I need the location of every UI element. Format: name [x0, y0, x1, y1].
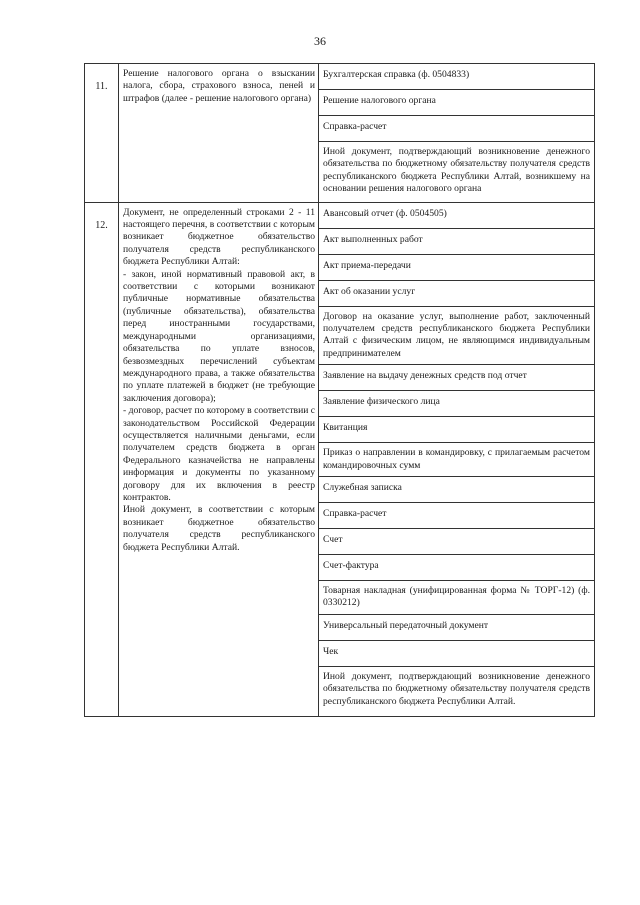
document-item: Авансовый отчет (ф. 0504505) — [319, 203, 594, 229]
basis-paragraph: Иной документ, в соответствии с которым возникает бюджетное обязательство получателя средств республиканского бюджета Республики Алтай. — [123, 504, 315, 553]
document-item: Решение налогового органа — [319, 90, 594, 116]
document-item: Счет-фактура — [319, 555, 594, 581]
documents-cell — [319, 64, 595, 203]
document-item: Заявление на выдачу денежных средств под отчет — [319, 365, 594, 391]
documents-table — [84, 63, 595, 717]
document-item: Договор на оказание услуг, выполнение работ, заключенный получателем средств республиканского бюджета Республики Алтай с физическим лицом, не являющимся индивидуальным предпринимателем — [319, 307, 594, 366]
document-item: Товарная накладная (унифицированная форма № ТОРГ-12) (ф. 0330212) — [319, 581, 594, 615]
table-row — [85, 202, 595, 716]
document-item: Справка-расчет — [319, 116, 594, 142]
document-item: Акт приема-передачи — [319, 255, 594, 281]
basis-paragraph: - закон, иной нормативный правовой акт, в соответствии с которыми возникают публичные нормативные обязательства (публичные обязательства), обязательства перед иностранными государствами, международными организациями, обязательства по уплате взносов, безвозмездных перечислений субъектам международного права, а также обязательства по уплате платежей в бюджет (не требующие заключения договора); — [123, 268, 315, 404]
document-item: Акт об оказании услуг — [319, 281, 594, 307]
basis-paragraph: Документ, не определенный строками 2 - 11 настоящего перечня, в соответствии с которым возникает бюджетное обязательство получателя средств республиканского бюджета Республики Алтай: — [123, 206, 315, 268]
document-item: Акт выполненных работ — [319, 229, 594, 255]
page-number: 36 — [314, 34, 326, 48]
document-item: Иной документ, подтверждающий возникновение денежного обязательства по бюджетному обязательству получателя средств республиканского бюджета Республики Алтай. — [323, 670, 590, 707]
document-item: Служебная записка — [319, 477, 594, 503]
document-item: Иной документ, подтверждающий возникновение денежного обязательства по бюджетному обязательству получателя средств республиканского бюджета Республики Алтай, возникшему на основании решения налогового органа — [323, 146, 590, 195]
basis-cell — [119, 64, 319, 203]
document-item: Приказ о направлении в командировку, с прилагаемым расчетом командировочных сумм — [319, 443, 594, 477]
document-item: Заявление физического лица — [319, 391, 594, 417]
document-item: Справка-расчет — [319, 503, 594, 529]
basis-paragraph: Решение налогового органа о взыскании налога, сбора, страхового взноса, пеней и штрафов (далее - решение налогового органа) — [123, 68, 315, 104]
table-row — [85, 64, 595, 203]
basis-paragraph: - договор, расчет по которому в соответствии с законодательством Российской Федерации осуществляется наличными деньгами, если получателем средств бюджета в орган Федерального казначейства не направлены информация и документы по указанному договору для их включения в реестр контрактов. — [123, 405, 315, 503]
document-item: Бухгалтерская справка (ф. 0504833) — [319, 64, 594, 90]
row-number: 11. — [85, 64, 119, 203]
document-item: Квитанция — [319, 417, 594, 443]
basis-cell — [119, 202, 319, 716]
row-number: 12. — [85, 202, 119, 716]
document-item: Универсальный передаточный документ — [319, 615, 594, 641]
document-item: Счет — [319, 529, 594, 555]
documents-cell — [319, 202, 595, 716]
document-item: Чек — [319, 641, 594, 667]
